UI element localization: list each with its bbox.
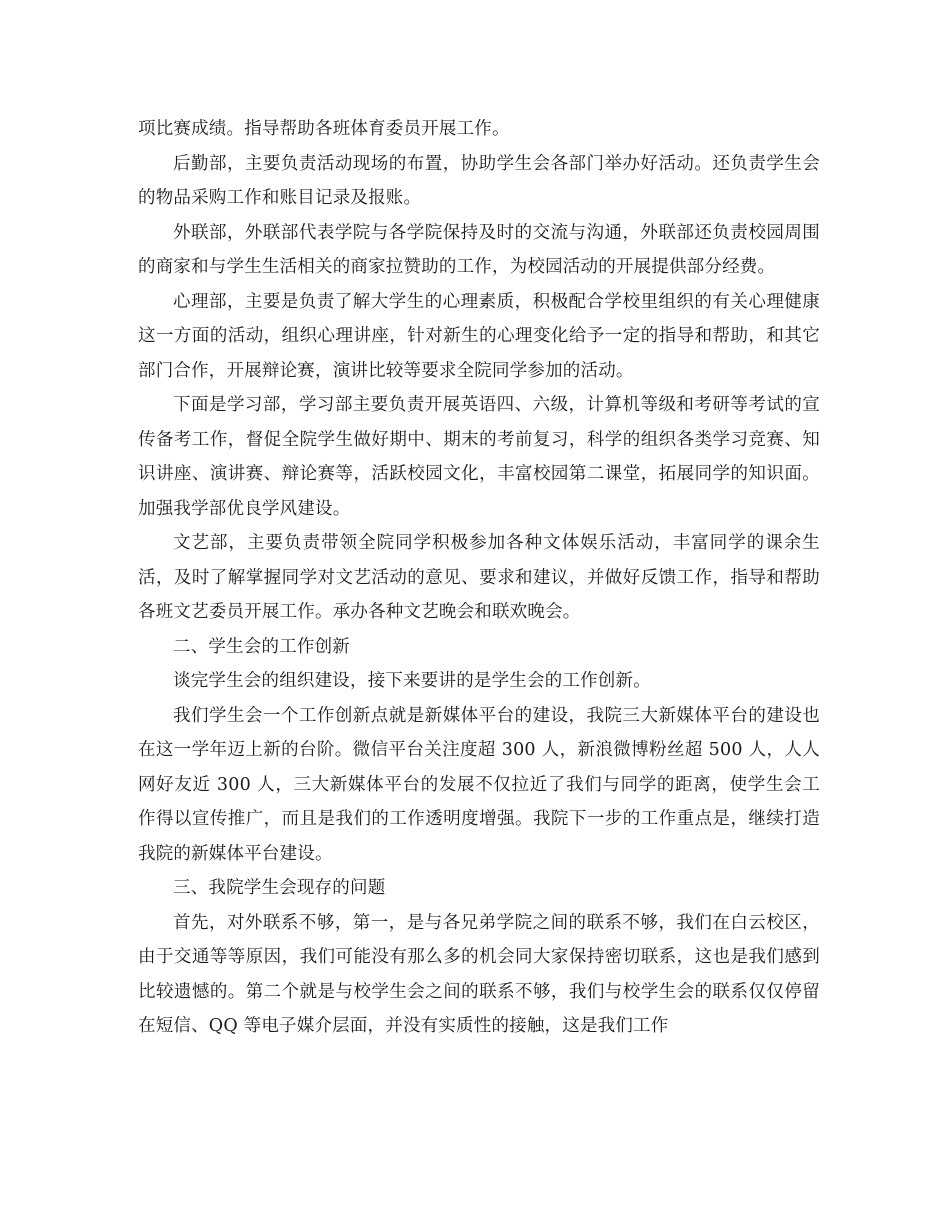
paragraph-logistics: 后勤部，主要负责活动现场的布置，协助学生会各部门举办好活动。还负责学生会的物品采购工作和账目记录及报账。 [138, 153, 820, 208]
section-heading-innovation: 二、学生会的工作创新 [173, 636, 350, 657]
paragraph-psychology: 心理部，主要是负责了解大学生的心理素质，积极配合学校里组织的有关心理健康这一方面的活动，组织心理讲座，针对新生的心理变化给予一定的指导和帮助，和其它部门合作，开展辩论赛，演讲比较等要求全院同学参加的活动。 [138, 291, 820, 381]
paragraph-problems: 首先，对外联系不够，第一，是与各兄弟学院之间的联系不够，我们在白云校区，由于交通等等原因，我们可能没有那么多的机会同大家保持密切联系，这也是我们感到比较遗憾的。第二个就是与校学生会之间的联系不够，我们与校学生会的联系仅仅停留在短信、QQ 等电子媒介层面，并没有实质性的接触，这是我们工作 [138, 912, 820, 1036]
paragraph-sports-continued: 项比赛成绩。指导帮助各班体育委员开展工作。 [138, 119, 510, 139]
paragraph-external-relations: 外联部，外联部代表学院与各学院保持及时的交流与沟通，外联部还负责校园周围的商家和与学生生活相关的商家拉赞助的工作，为校园活动的开展提供部分经费。 [138, 222, 820, 277]
section-heading-problems: 三、我院学生会现存的问题 [173, 878, 386, 898]
paragraph-new-media: 我们学生会一个工作创新点就是新媒体平台的建设，我院三大新媒体平台的建设也在这一学年迈上新的台阶。微信平台关注度超 300 人，新浪微博粉丝超 500 人，人人网好友近 300 人，三大新媒体平台的发展不仅拉近了我们与同学的距离，使学生会工作得以宣传推广，而且是我们的工作透明度增强。我院下一步的工作重点是，继续打造我院的新媒体平台建设。 [138, 705, 820, 864]
paragraph-arts: 文艺部，主要负责带领全院同学积极参加各种文体娱乐活动，丰富同学的课余生活，及时了解掌握同学对文艺活动的意见、要求和建议，并做好反馈工作，指导和帮助各班文艺委员开展工作。承办各种文艺晚会和联欢晚会。 [138, 533, 820, 622]
document-body [138, 112, 820, 1044]
paragraph-innovation-intro: 谈完学生会的组织建设，接下来要讲的是学生会的工作创新。 [173, 671, 651, 691]
paragraph-study: 下面是学习部，学习部主要负责开展英语四、六级，计算机等级和考研等考试的宣传备考工作，督促全院学生做好期中、期末的考前复习，科学的组织各类学习竞赛、知识讲座、演讲赛、辩论赛等，活跃校园文化，丰富校园第二课堂，拓展同学的知识面。加强我学部优良学风建设。 [138, 395, 820, 519]
